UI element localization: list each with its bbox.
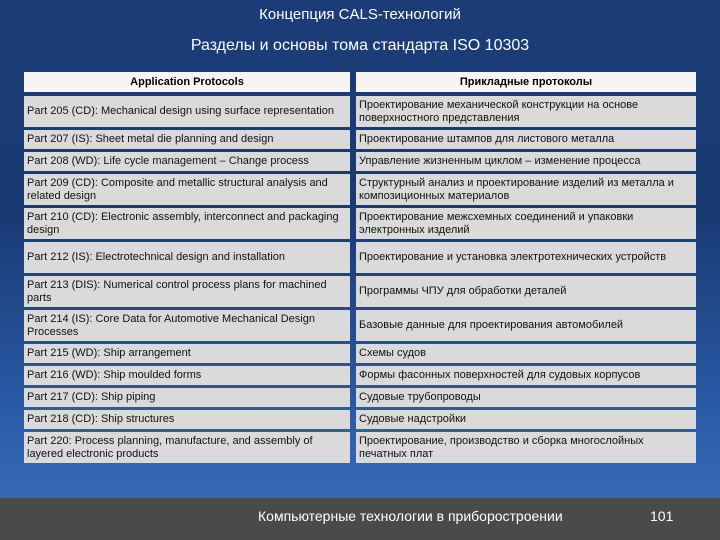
table-cell-ru: Проектирование и установка электротехнических устройств (356, 242, 696, 273)
table-row (24, 388, 696, 407)
protocols-table (24, 96, 696, 466)
slide-title: Разделы и основы тома стандарта ISO 10303 (190, 37, 530, 54)
table-cell-en: Part 209 (CD): Composite and metallic structural analysis and related design (24, 174, 350, 205)
table-cell-ru: Базовые данные для проектирования автомобилей (356, 310, 696, 341)
table-cell-ru: Проектирование, производство и сборка многослойных печатных плат (356, 432, 696, 463)
table-cell-en: Part 218 (CD): Ship structures (24, 410, 350, 429)
table-cell-en: Part 213 (DIS): Numerical control process plans for machined parts (24, 276, 350, 307)
table-cell-ru: Проектирование механической конструкции на основе поверхностного представления (356, 96, 696, 127)
page-number: 101 (650, 508, 674, 524)
table-cell-en: Part 220: Process planning, manufacture, and assembly of layered electronic products (24, 432, 350, 463)
table-row (24, 344, 696, 363)
slide-header: Концепция CALS-технологий (259, 6, 461, 23)
footer-course-title: Компьютерные технологии в приборостроении (258, 508, 563, 524)
table-cell-ru: Проектирование межсхемных соединений и упаковки электронных изделий (356, 208, 696, 239)
table-cell-ru: Формы фасонных поверхностей для судовых корпусов (356, 366, 696, 385)
table-cell-en: Part 212 (IS): Electrotechnical design and installation (24, 242, 350, 273)
table-cell-ru: Схемы судов (356, 344, 696, 363)
table-row (24, 208, 696, 239)
table-row (24, 96, 696, 127)
table-cell-en: Part 217 (CD): Ship piping (24, 388, 350, 407)
table-row (24, 432, 696, 463)
table-cell-en: Part 215 (WD): Ship arrangement (24, 344, 350, 363)
column-header-prikladnye-protokoly: Прикладные протоколы (356, 72, 696, 92)
table-cell-ru: Проектирование штампов для листового металла (356, 130, 696, 149)
table-row (24, 366, 696, 385)
table-row (24, 276, 696, 307)
table-cell-ru: Судовые трубопроводы (356, 388, 696, 407)
table-cell-en: Part 207 (IS): Sheet metal die planning and design (24, 130, 350, 149)
table-cell-en: Part 216 (WD): Ship moulded forms (24, 366, 350, 385)
table-row (24, 152, 696, 171)
table-row (24, 410, 696, 429)
table-row (24, 130, 696, 149)
table-row (24, 174, 696, 205)
table-cell-ru: Судовые надстройки (356, 410, 696, 429)
table-cell-ru: Программы ЧПУ для обработки деталей (356, 276, 696, 307)
table-row (24, 242, 696, 273)
column-header-application-protocols: Application Protocols (24, 72, 350, 92)
table-cell-en: Part 210 (CD): Electronic assembly, interconnect and packaging design (24, 208, 350, 239)
footer-bar (0, 498, 720, 540)
table-row (24, 310, 696, 341)
table-cell-en: Part 208 (WD): Life cycle management – Change process (24, 152, 350, 171)
table-cell-ru: Управление жизненным циклом – изменение процесса (356, 152, 696, 171)
table-cell-en: Part 205 (CD): Mechanical design using surface representation (24, 96, 350, 127)
table-cell-ru: Структурный анализ и проектирование изделий из металла и композиционных материалов (356, 174, 696, 205)
table-cell-en: Part 214 (IS): Core Data for Automotive Mechanical Design Processes (24, 310, 350, 341)
